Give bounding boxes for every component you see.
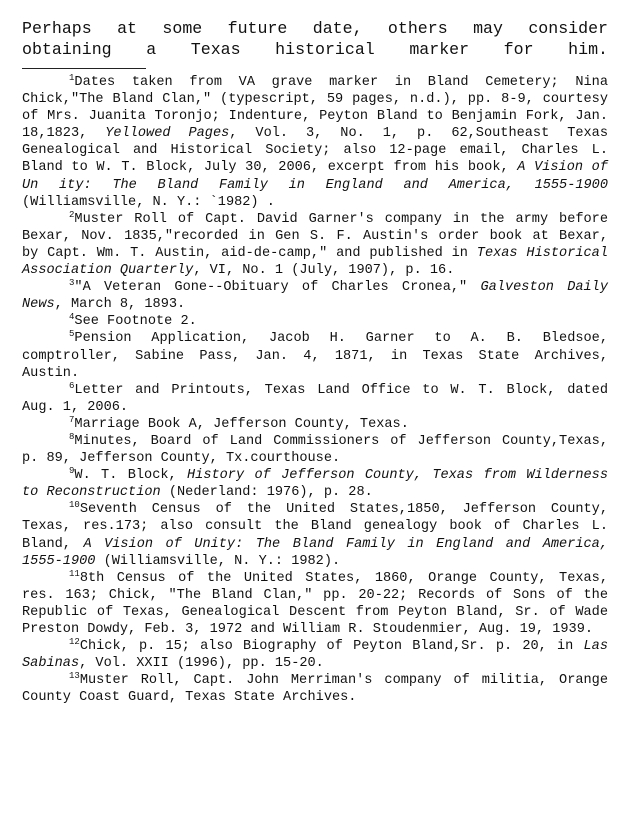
- footnote: [22, 211, 608, 279]
- footnote: [22, 416, 608, 433]
- footnote-text: Minutes, Board of Land Commissioners of Jefferson County,Texas, p. 89, Jefferson County, Tx.courthouse.: [22, 433, 608, 467]
- footnote: [22, 433, 608, 467]
- footnote-title: A Vision of Unity: The Bland Family in England and America, 1555-1900: [22, 536, 608, 569]
- footnote-text: , March 8, 1893.: [54, 297, 186, 313]
- footnote-text: Chick, p. 15; also Biography of Peyton Bland,Sr. p. 20, in: [79, 639, 584, 655]
- footnote-number: 3: [69, 278, 75, 289]
- footnote: [22, 467, 608, 501]
- document-page: [22, 18, 608, 706]
- footnote-text: (Nederland: 1976), p. 28.: [160, 485, 373, 501]
- footnote-text: "A Veteran Gone--Obituary of Charles Cronea,": [74, 280, 481, 296]
- footnote-number: 2: [69, 209, 75, 220]
- footnote-title: Texas Historical Association Quarterly: [22, 245, 608, 279]
- footnote-number: 6: [69, 380, 75, 391]
- footnote-text: (Williamsville, N. Y.: `1982) .: [22, 194, 275, 210]
- footnote-text: Marriage Book A, Jefferson County, Texas.: [74, 416, 409, 432]
- footnote-text: See Footnote 2.: [74, 314, 197, 330]
- footnote: [22, 279, 608, 313]
- footnote: [22, 313, 608, 330]
- footnote-text: Dates taken from VA grave marker in Bland Cemetery; Nina Chick,"The Bland Clan," (typescript, 59 pages, n.d.), pp. 8-9, courtesy of Mrs. Juanita Toronjo; Indenture, Peyton Bland to Benjamin Fork, Jan. 18,1823,: [22, 75, 608, 142]
- footnote-text: Letter and Printouts, Texas Land Office to W. T. Block, dated Aug. 1, 2006.: [22, 382, 608, 415]
- footnote-number: 4: [69, 312, 75, 323]
- footnote-number: 11: [69, 568, 80, 579]
- footnote-title: History of Jefferson County, Texas from Wilderness to Reconstruction: [22, 468, 608, 501]
- footnote-text: Pension Application, Jacob H. Garner to A. B. Bledsoe, comptroller, Sabine Pass, Jan. 4, 1871, in Texas State Archives, Austin.: [22, 331, 608, 381]
- footnote-number: 12: [69, 637, 80, 648]
- footnote-separator: [22, 68, 146, 69]
- footnotes-list: [22, 74, 608, 706]
- footnote-text: , Vol. 3, No. 1, p. 62,Southeast Texas Genealogical and Historical Society; also 12-page email, Charles L. Bland to W. T. Block, July 30, 2006, excerpt from his book,: [22, 126, 608, 176]
- closing-line-1: Perhaps at some future date, others may consider: [22, 19, 608, 38]
- footnote-text: Seventh Census of the United States,1850, Jefferson County, Texas, res.173; also consult the Bland genealogy book of Charles L. Bland,: [22, 502, 608, 552]
- footnote-title: Galveston Daily News: [22, 280, 609, 313]
- footnote: [22, 672, 608, 706]
- footnote-number: 1: [69, 73, 75, 83]
- footnote-number: 8: [69, 431, 75, 442]
- closing-line-2: obtaining a Texas historical marker for him.: [22, 40, 608, 59]
- footnote-text: 8th Census of the United States, 1860, Orange County, Texas, res. 163; Chick, "The Bland Clan," pp. 20-22; Records of Sons of the Republic of Texas, Genealogical Descent from Peyton Bland, Sr. of Wade Preston Dowdy, Feb. 3, 1972 and William R. Stoudenmier, Aug. 19, 1939.: [22, 570, 608, 637]
- footnote: [22, 330, 608, 381]
- footnote-number: 13: [69, 671, 80, 682]
- footnote: [22, 638, 608, 672]
- closing-paragraph: [22, 18, 608, 60]
- footnote: [22, 74, 608, 211]
- footnote-text: Muster Roll, Capt. John Merriman's company of militia, Orange County Coast Guard, Texas State Archives.: [22, 673, 608, 706]
- footnote-text: (Williamsville, N. Y.: 1982).: [95, 553, 341, 569]
- footnote: [22, 570, 608, 638]
- footnote: [22, 382, 608, 416]
- footnote-text: , VI, No. 1 (July, 1907), p. 16.: [193, 263, 455, 279]
- footnote-number: 5: [69, 329, 75, 340]
- footnote-text: , Vol. XXII (1996), pp. 15-20.: [79, 656, 324, 672]
- footnote-number: 10: [69, 500, 80, 511]
- footnote-number: 9: [69, 466, 75, 477]
- footnote-title: A Vision of Un ity: The Bland Family in England and America, 1555-1900: [22, 160, 608, 193]
- footnote-number: 7: [69, 414, 75, 425]
- footnote: [22, 501, 608, 569]
- footnote-title: Yellowed Pages: [105, 126, 230, 142]
- footnote-title: Las Sabinas: [22, 639, 608, 672]
- footnote-text: W. T. Block,: [74, 468, 188, 484]
- footnote-text: Muster Roll of Capt. David Garner's company in the army before Bexar, Nov. 1835,"recorded in Gen S. F. Austin's order book at Bexar, by Capt. Wm. T. Austin, aid-de-camp," and published in: [22, 211, 608, 261]
